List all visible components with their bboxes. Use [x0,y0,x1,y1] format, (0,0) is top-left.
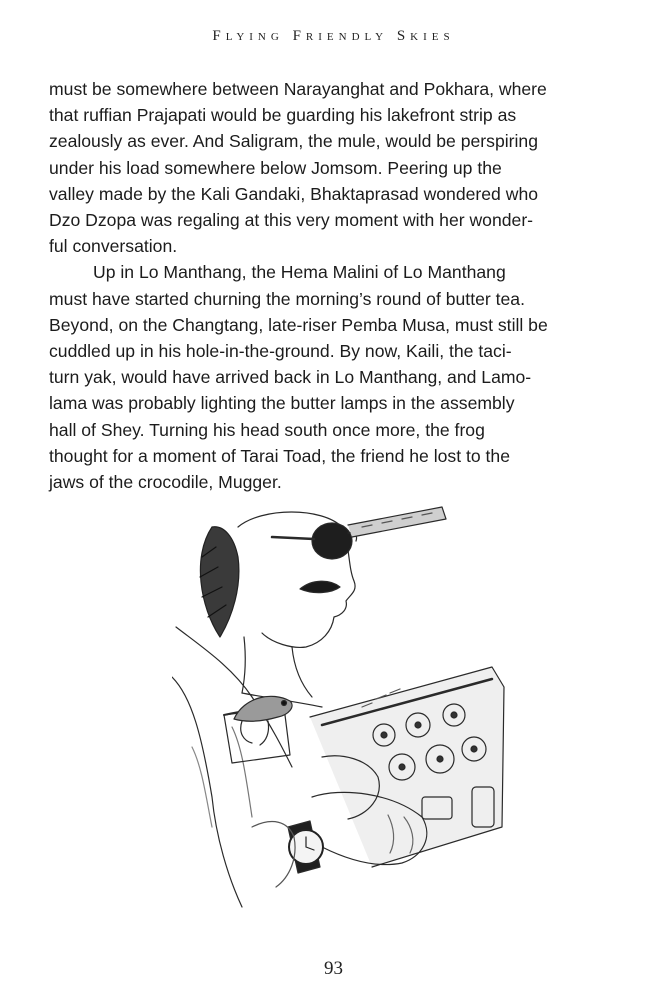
text-line: cuddled up in his hole-in-the-ground. By now, Kaili, the taci- [49,341,512,362]
text-line: Up in Lo Manthang, the Hema Malini of Lo Manthang [93,262,506,283]
text-line: must be somewhere between Narayanghat and Pokhara, where [49,79,547,99]
text-line: Dzo Dzopa was regaling at this very moment with her wonder- [49,210,534,231]
text-line: lama was probably lighting the butter lamps in the assembly [49,393,515,414]
text-line: thought for a moment of Tarai Toad, the friend he lost to the [49,445,510,466]
paragraph [49,76,620,259]
hair [200,527,239,637]
mustache [300,581,340,592]
body-text [49,76,620,495]
headset-boom [348,507,446,537]
text-line: Beyond, on the Changtang, late-riser Pemba Musa, must still be [49,314,548,335]
paragraph [49,259,620,495]
text-line: jaws of the crocodile, Mugger. [49,472,282,493]
page-number: 93 [324,958,343,979]
frog-icon [234,696,292,745]
text-line: that ruffian Prajapati would be guarding his lakefront strip as [49,105,517,126]
text-line: under his load somewhere below Jomsom. Peering up the [49,157,502,178]
text-line: turn yak, would have arrived back in Lo Manthang, and Lamo- [49,367,532,388]
pilot-with-frog-illustration [172,497,512,917]
text-line: zealously as ever. And Saligram, the mule, would be perspiring [49,131,538,152]
sunglasses [272,523,357,559]
wristwatch-icon [288,821,323,873]
instrument-panel [310,667,504,867]
text-line: ful conversation. [49,236,178,257]
running-head: Flying Friendly Skies [212,28,455,44]
text-line: valley made by the Kali Gandaki, Bhaktaprasad wondered who [49,183,539,204]
text-line: hall of Shey. Turning his head south once more, the frog [49,419,485,440]
text-line: must have started churning the morning’s round of butter tea. [49,288,525,309]
